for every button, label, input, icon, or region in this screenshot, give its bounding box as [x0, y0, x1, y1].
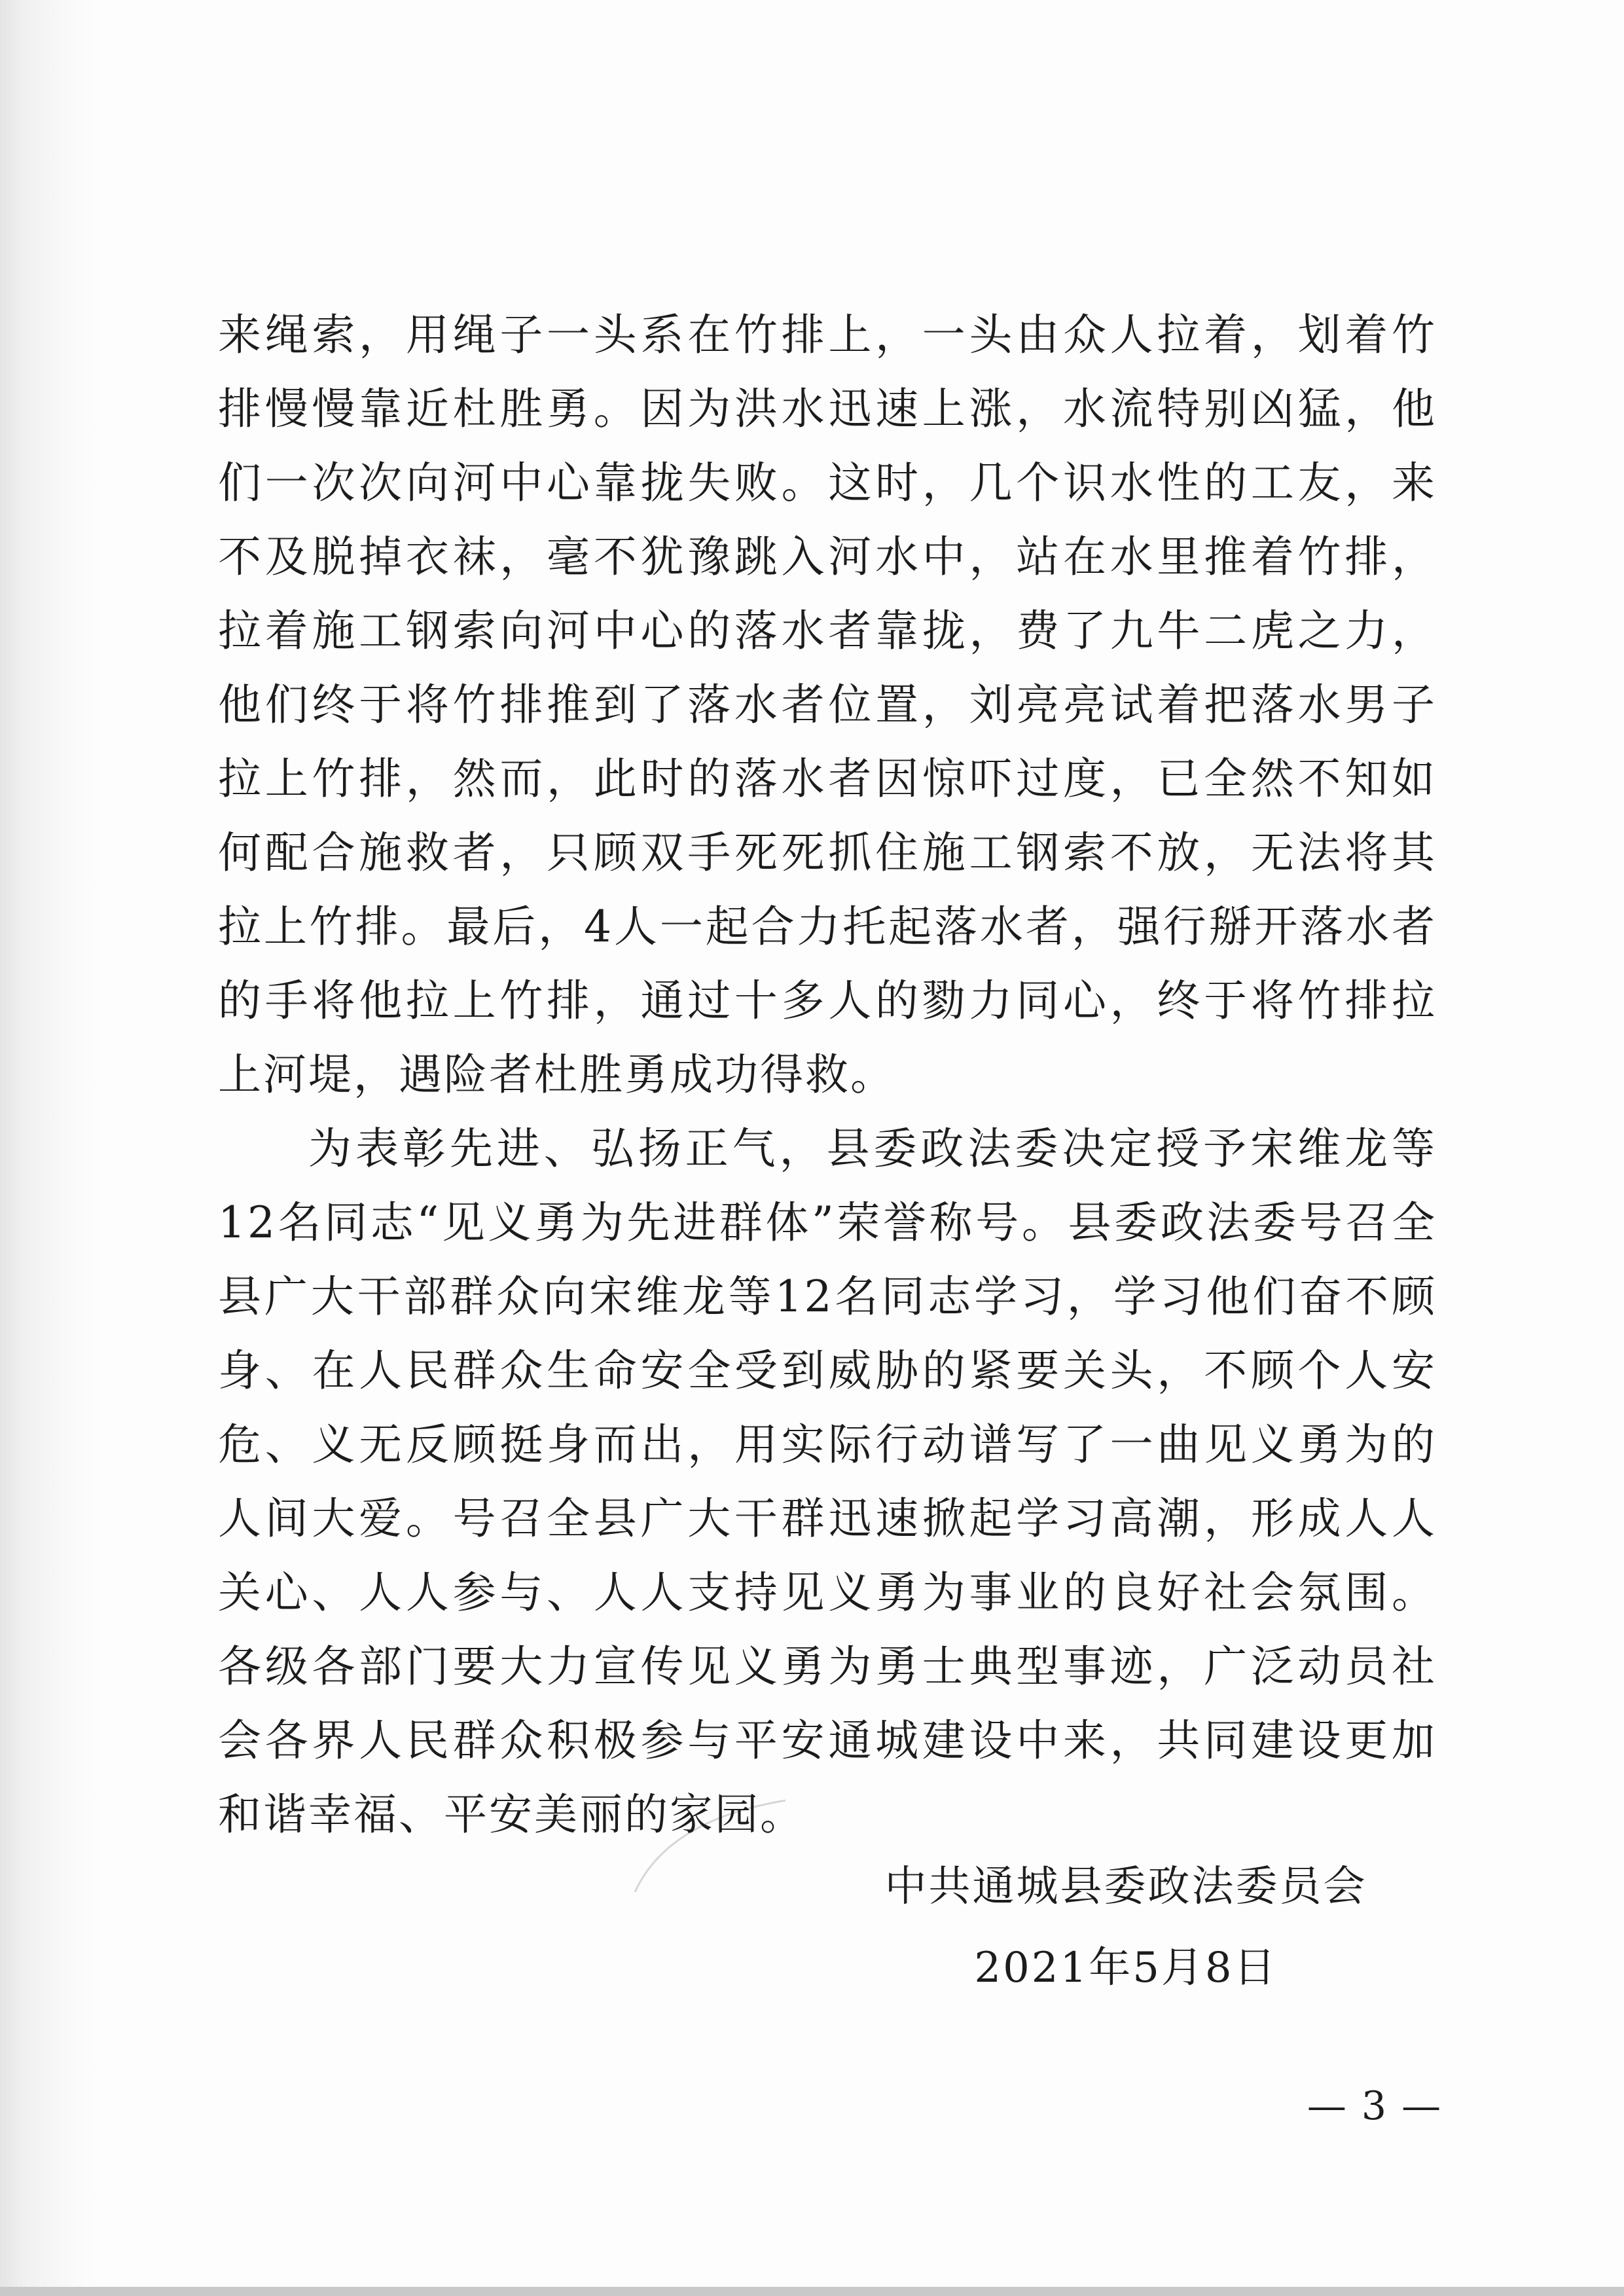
- facing-page-shadow: [0, 0, 98, 2296]
- issue-date: 2021年5月8日: [974, 1944, 1278, 1992]
- paragraph-rescue: 来绳索，用绳子一头系在竹排上，一头由众人拉着，划着竹排慢慢靠近杜胜勇。因为洪水迅速上涨，水流特别凶猛，他们一次次向河中心靠拢失败。这时，几个识水性的工友，来不及脱掉衣袜，毫不犹豫跳入河水中，站在水里推着竹排，拉着施工钢索向河中心的落水者靠拢，费了九牛二虎之力，他们终于将竹排推到了落水者位置，刘亮亮试着把落水男子拉上竹排，然而，此时的落水者因惊吓过度，已全然不知如何配合施救者，只顾双手死死抓住施工钢索不放，无法将其拉上竹排。最后，4人一起合力托起落水者，强行掰开落水者的手将他拉上竹排，通过十多人的勠力同心，终于将竹排拉上河堤，遇险者杜胜勇成功得救。: [218, 310, 1437, 1100]
- issuing-organization: 中共通城县委政法委员会: [884, 1863, 1367, 1911]
- page-number: — 3 —: [1307, 2083, 1443, 2129]
- scan-bottom-edge: [0, 2287, 1624, 2296]
- body-text: [218, 298, 1437, 1851]
- paragraph-commendation: 为表彰先进、弘扬正气，县委政法委决定授予宋维龙等12名同志“见义勇为先进群体”荣誉称号。县委政法委号召全县广大干部群众向宋维龙等12名同志学习，学习他们奋不顾身、在人民群众生命安全受到威胁的紧要关头，不顾个人安危、义无反顾挺身而出，用实际行动谱写了一曲见义勇为的人间大爱。号召全县广大干群迅速掀起学习高潮，形成人人关心、人人参与、人人支持见义勇为事业的良好社会氛围。各级各部门要大力宣传见义勇为勇士典型事迹，广泛动员社会各界人民群众积极参与平安通城建设中来，共同建设更加和谐幸福、平安美丽的家园。: [218, 1123, 1437, 1840]
- signature-block: [877, 1846, 1375, 2009]
